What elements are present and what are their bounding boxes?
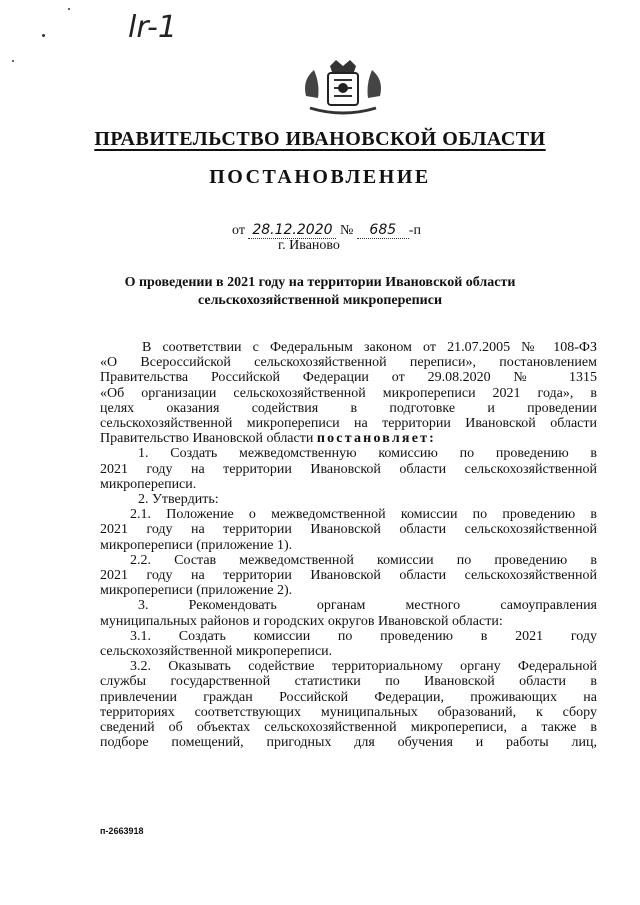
body-line: 3.1. Создать комиссии по проведению в 2021 году — [130, 628, 597, 644]
body-line: 2021 году на территории Ивановской области сельскохозяйственной — [100, 461, 597, 477]
date-number-line — [232, 222, 421, 239]
handwritten-mark: lr-1 — [128, 10, 177, 45]
body-line: 1. Создать межведомственную комиссию по проведению в — [138, 446, 597, 462]
document-type-heading: ПОСТАНОВЛЕНИЕ — [209, 166, 431, 188]
body-line: территориях соответствующих муниципальных образований, к сбору — [100, 704, 597, 720]
subject-line: О проведении в 2021 году на территории Ивановской области — [124, 275, 516, 290]
ink-dot — [12, 60, 14, 62]
body-line: сведений об объектах сельскохозяйственной микропереписи, а также в — [100, 720, 597, 736]
preamble-end: Правительство Ивановской области — [100, 431, 314, 447]
document-code: п-2663918 — [100, 826, 144, 836]
date-prefix: от — [232, 223, 245, 238]
body-line: 2021 году на территории Ивановской области сельскохозяйственной — [100, 522, 597, 538]
ink-dot — [68, 8, 70, 10]
body-line: 2.2. Состав межведомственной комиссии по проведению в — [130, 552, 597, 568]
body-line: «Об организации сельскохозяйственной микропереписи 2021 года», в — [100, 385, 597, 401]
resolves-word: постановляет: — [316, 431, 437, 447]
government-title: ПРАВИТЕЛЬСТВО ИВАНОВСКОЙ ОБЛАСТИ — [94, 128, 546, 150]
number-field: 685 — [357, 222, 409, 239]
body-line: сельскохозяйственной микропереписи. — [100, 644, 333, 660]
body-line: муниципальных районов и городских округов Ивановской области: — [100, 613, 503, 629]
body-line: подборе помещений, пригодных для обучения и работы лиц, — [100, 735, 597, 751]
body-line: «О Всероссийской сельскохозяйственной переписи», постановлением — [100, 355, 597, 371]
body-line: 3.2. Оказывать содействие территориальному органу Федеральной — [130, 659, 597, 675]
body-line: 2. Утвердить: — [138, 492, 219, 508]
date-field: 28.12.2020 — [248, 222, 336, 239]
body-line: 2.1. Положение о межведомственной комиссии по проведению в — [130, 507, 597, 523]
body-line: микропереписи. — [100, 476, 197, 492]
body-line: микропереписи (приложение 2). — [100, 583, 293, 599]
body-line: 3. Рекомендовать органам местного самоуправления — [138, 598, 597, 614]
number-suffix: -п — [408, 223, 421, 238]
number-prefix: № — [339, 223, 354, 238]
body-line: службы государственной статистики по Ивановской области в — [100, 674, 597, 690]
subject-line: сельскохозяйственной микропереписи — [197, 293, 443, 308]
body-line — [100, 431, 597, 446]
city-label: г. Иваново — [278, 238, 340, 253]
document-body — [100, 340, 597, 750]
ink-dot — [42, 34, 45, 37]
coat-of-arms-emblem — [300, 58, 386, 120]
document-subject — [0, 274, 640, 310]
body-line: целях оказания содействия в подготовке и проведении — [100, 400, 597, 416]
body-line: микропереписи (приложение 1). — [100, 537, 293, 553]
body-line: Правительства Российской Федерации от 29.08.2020 № 1315 — [100, 370, 597, 386]
body-line: В соответствии с Федеральным законом от 21.07.2005 № 108-ФЗ — [142, 340, 597, 355]
body-line: сельскохозяйственной микропереписи на территории Ивановской области — [100, 416, 597, 432]
body-line: 2021 году на территории Ивановской области сельскохозяйственной — [100, 568, 597, 584]
body-line: привлечении граждан Российской Федерации, проживающих на — [100, 689, 597, 705]
